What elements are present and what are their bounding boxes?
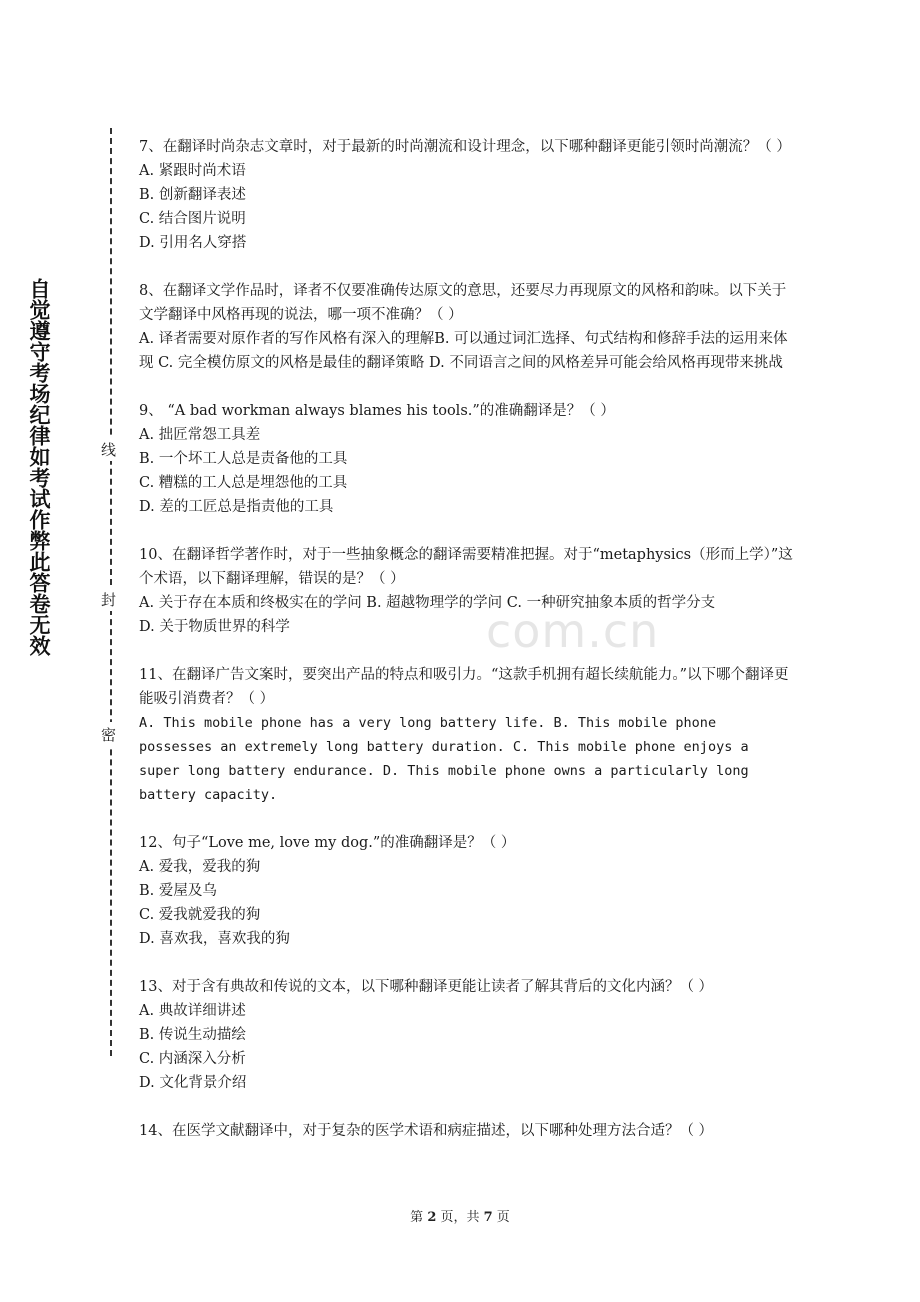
option-b: B. 传说生动描绘 — [139, 1027, 246, 1043]
option-d: D. 差的工匠总是指责他的工具 — [139, 499, 334, 515]
option-a: A. 紧跟时尚术语 — [139, 163, 246, 179]
question-stem: 8、在翻译文学作品时，译者不仅要准确传达原文的意思，还要尽力再现原文的风格和韵味。以下关于文学翻译中风格再现的说法，哪一项不准确？（ ） — [139, 283, 787, 323]
option-d: D. 关于物质世界的科学 — [139, 619, 290, 635]
option-b: B. 创新翻译表述 — [139, 187, 246, 203]
question-stem: 10、在翻译哲学著作时，对于一些抽象概念的翻译需要精准把握。对于“metaphysics（形而上学）”这个术语，以下翻译理解，错误的是？（ ） — [139, 547, 793, 587]
option-a: A. 拙匠常怨工具差 — [139, 427, 261, 443]
seal-mark-seal: 封 — [102, 587, 120, 611]
question-12 — [139, 831, 793, 951]
option-a: A. 典故详细讲述 — [139, 1003, 246, 1019]
question-11 — [139, 663, 793, 807]
options-inline: A. 关于存在本质和终极实在的学问 B. 超越物理学的学问 C. 一种研究抽象本质的哲学分支 — [139, 595, 716, 611]
watermark: com.cn — [486, 604, 660, 658]
option-d: D. 引用名人穿搭 — [139, 235, 247, 251]
question-10 — [139, 543, 793, 639]
footer-suffix: 页 — [492, 1210, 510, 1225]
footer-prefix: 第 — [410, 1210, 428, 1225]
option-b: B. 一个坏工人总是责备他的工具 — [139, 451, 348, 467]
option-a: A. 爱我，爱我的狗 — [139, 859, 261, 875]
question-stem: 14、在医学文献翻译中，对于复杂的医学术语和病症描述，以下哪种处理方法合适？（ ） — [139, 1123, 714, 1139]
question-14 — [139, 1119, 793, 1143]
option-c: C. 爱我就爱我的狗 — [139, 907, 261, 923]
exam-discipline-notice: 自觉遵守考场纪律如考试作弊此答卷无效 — [27, 278, 51, 656]
question-stem: 13、对于含有典故和传说的文本，以下哪种翻译更能让读者了解其背后的文化内涵？（ ） — [139, 979, 714, 995]
question-stem: 9、 “A bad workman always blames his tools.”的准确翻译是？（ ） — [139, 403, 615, 419]
option-b: B. 爱屋及乌 — [139, 883, 217, 899]
options-inline: A. 译者需要对原作者的写作风格有深入的理解B. 可以通过词汇选择、句式结构和修辞手法的运用来体现 C. 完全模仿原文的风格是最佳的翻译策略 D. 不同语言之间的风格差异可能会给风格再现带来挑战 — [139, 331, 788, 371]
footer-middle: 页，共 — [436, 1210, 484, 1225]
question-stem: 12、句子“Love me, love my dog.”的准确翻译是？（ ） — [139, 835, 516, 851]
option-d: D. 文化背景介绍 — [139, 1075, 247, 1091]
options-english: A. This mobile phone has a very long battery life. B. This mobile phone possesses an extremely long battery duration. C. This mobile phone enjoys a super long battery endurance. D. This mobile phone owns a particularly long battery capacity. — [139, 715, 749, 803]
question-7 — [139, 135, 793, 255]
option-c: C. 结合图片说明 — [139, 211, 246, 227]
question-stem: 11、在翻译广告文案时，要突出产品的特点和吸引力。“这款手机拥有超长续航能力。”以下哪个翻译更能吸引消费者？（ ） — [139, 667, 789, 707]
current-page-number: 2 — [427, 1210, 437, 1225]
option-d: D. 喜欢我，喜欢我的狗 — [139, 931, 290, 947]
question-stem: 7、在翻译时尚杂志文章时，对于最新的时尚潮流和设计理念，以下哪种翻译更能引领时尚潮流？（ ） — [139, 139, 791, 155]
seal-mark-line: 线 — [102, 437, 120, 461]
question-list — [139, 135, 793, 1167]
seal-mark-secret: 密 — [102, 722, 120, 746]
page-footer — [0, 1206, 920, 1225]
total-page-number: 7 — [483, 1210, 493, 1225]
question-9 — [139, 399, 793, 519]
option-c: C. 内涵深入分析 — [139, 1051, 246, 1067]
option-c: C. 糟糕的工人总是埋怨他的工具 — [139, 475, 348, 491]
question-8 — [139, 279, 793, 375]
question-13 — [139, 975, 793, 1095]
